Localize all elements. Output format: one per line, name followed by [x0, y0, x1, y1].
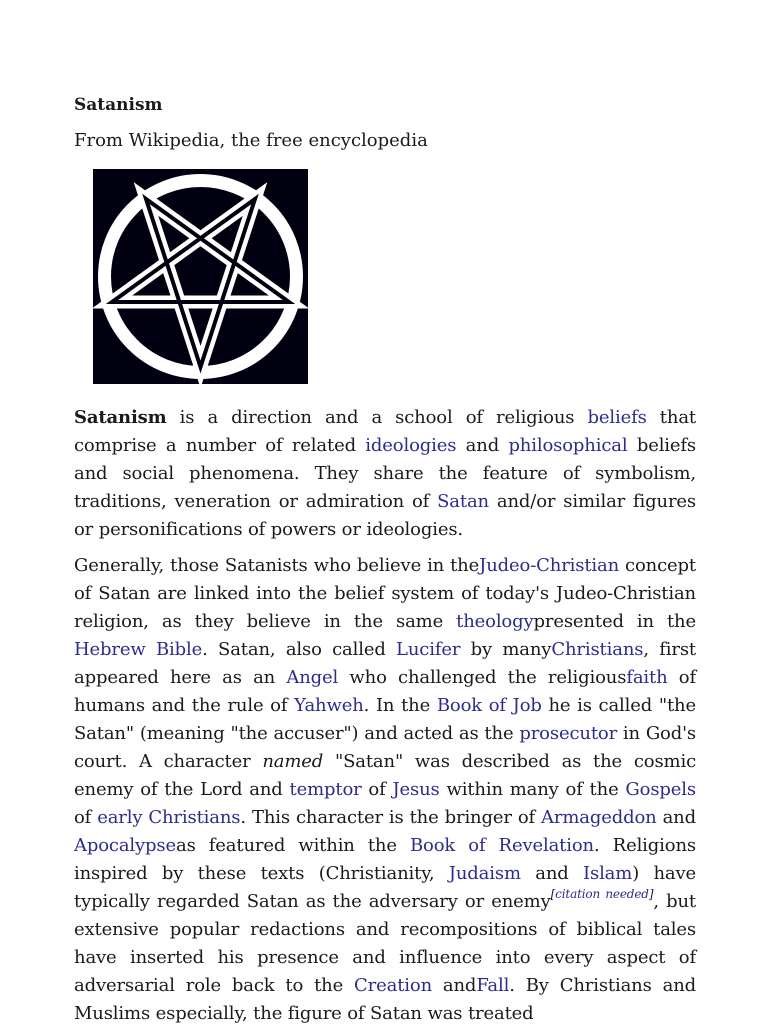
text-run: who challenged the religious [338, 667, 627, 688]
text-run: and [520, 863, 584, 884]
article-link[interactable]: Angel [286, 667, 339, 688]
text-run: of [74, 807, 98, 828]
article-link[interactable]: beliefs [587, 407, 647, 428]
text-run: that comprise a number of related [74, 407, 696, 456]
page-title: Satanism [74, 95, 163, 115]
text-run: . Religions inspired by these texts (Christianity, [74, 835, 696, 884]
text-run: and [456, 435, 509, 456]
article-link[interactable]: Book of Revelation [409, 835, 594, 856]
article-link[interactable]: Lucifer [396, 639, 461, 660]
article-link[interactable]: Judaism [448, 863, 521, 884]
article-link[interactable]: faith [626, 667, 668, 688]
article-link[interactable]: Jesus [392, 779, 440, 800]
text-run: . This character is the bringer of [240, 807, 542, 828]
pentagram-image [93, 169, 308, 384]
text-run: . By Christians and Muslims especially, the figure of Satan was treated [74, 975, 697, 1024]
article-link[interactable]: Apocalypse [74, 835, 177, 856]
page-subtitle: From Wikipedia, the free encyclopedia [74, 130, 428, 151]
article-link[interactable]: Hebrew Bible [74, 639, 203, 660]
article-link[interactable]: Christians [551, 639, 644, 660]
article-link[interactable]: early Christians [97, 807, 241, 828]
article-link[interactable]: Creation [354, 975, 433, 996]
text-run: of [361, 779, 393, 800]
citation-needed: [citation needed] [550, 887, 654, 901]
text-run: is a direction and a school of religious [166, 407, 588, 428]
text-run: Generally, those Satanists who believe in the [74, 555, 480, 576]
article-link[interactable]: Judeo-Christian [479, 555, 620, 576]
article-link[interactable]: Fall [476, 975, 510, 996]
text-run: , first appeared here as an [74, 639, 697, 688]
article-link[interactable]: theology [456, 611, 534, 632]
article-link[interactable]: ideologies [365, 435, 457, 456]
text-run: and [656, 807, 696, 828]
text-run: , but extensive popular redactions and recompositions of biblical tales have inserted his presence and influence into every aspect of adversarial role back to the [74, 891, 696, 996]
article-link[interactable]: Book of Job [436, 695, 542, 716]
text-run: . Satan, also called [202, 639, 397, 660]
article-body [74, 92, 696, 1024]
text-run: and [432, 975, 477, 996]
text-run: by many [460, 639, 552, 660]
italic-text: named [262, 751, 324, 772]
article-link[interactable]: Yahweh [294, 695, 364, 716]
text-run: of humans and the rule of [74, 667, 696, 716]
paragraph-1 [74, 404, 696, 544]
bold-term: Satanism [74, 407, 167, 428]
inverted-pentagram-icon [93, 169, 308, 384]
article-paragraphs [74, 404, 696, 1024]
text-run: beliefs and social phenomena. They share the feature of symbolism, traditions, veneration or admiration of [74, 435, 697, 512]
text-run: presented in the [533, 611, 696, 632]
text-run: he is called "the Satan" (meaning "the accuser") and acted as the [74, 695, 697, 744]
text-run: in God's court. A character [74, 723, 697, 772]
paragraph-2 [74, 552, 696, 1024]
text-run: . In the [363, 695, 437, 716]
article-link[interactable]: temptor [289, 779, 362, 800]
text-run: and/or similar figures or personifications of powers or ideologies. [74, 491, 696, 540]
article-link[interactable]: philosophical [508, 435, 628, 456]
article-link[interactable]: Armageddon [541, 807, 657, 828]
text-run: concept of Satan are linked into the belief system of today's Judeo-Christian religion, as they believe in the same [74, 555, 696, 632]
citation-link[interactable]: citation needed [555, 887, 649, 901]
text-run: ) have typically regarded Satan as the adversary or enemy [74, 863, 696, 912]
text-run: as featured within the [176, 835, 410, 856]
text-run: "Satan" was described as the cosmic enemy of the Lord and [74, 751, 696, 800]
article-link[interactable]: Satan [437, 491, 489, 512]
article-link[interactable]: Islam [583, 863, 633, 884]
text-run: within many of the [439, 779, 626, 800]
article-link[interactable]: prosecutor [519, 723, 618, 744]
article-link[interactable]: Gospels [625, 779, 696, 800]
